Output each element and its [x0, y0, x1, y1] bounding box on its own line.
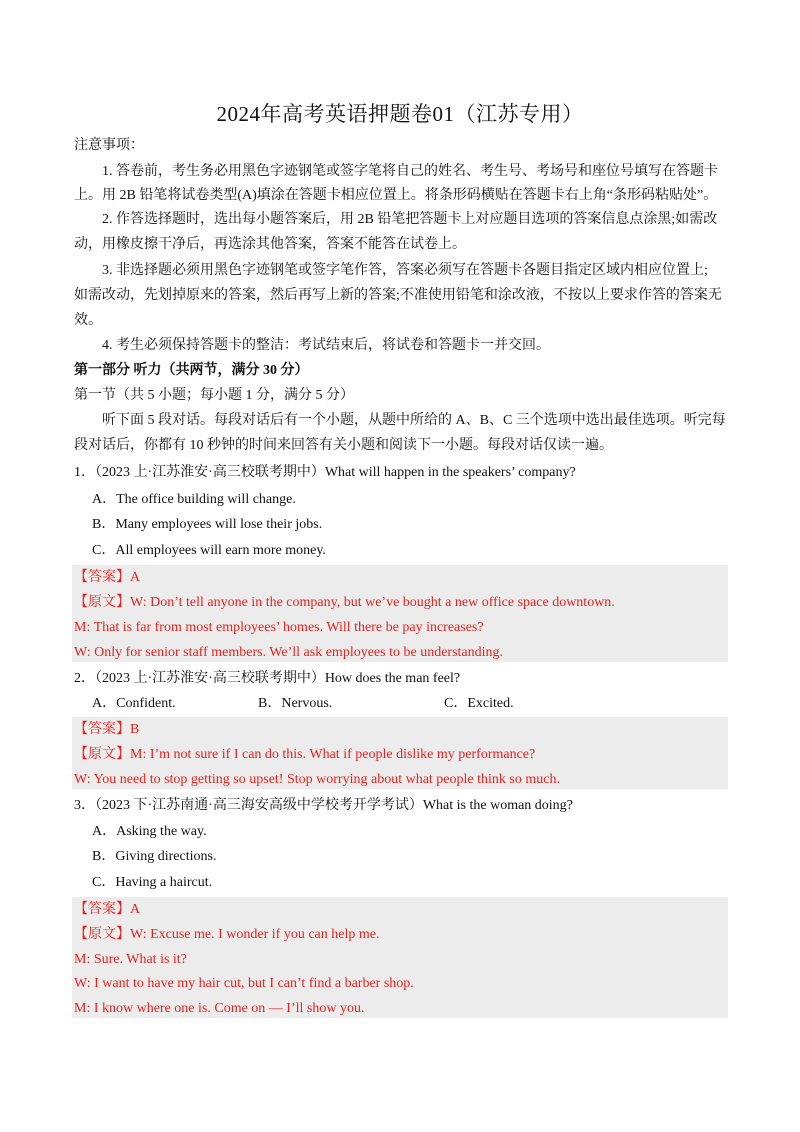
listening-instructions-line-1: 听下面 5 段对话。每段对话后有一个小题，从题中所给的 A、B、C 三个选项中选出最佳选项。听完每: [102, 413, 726, 428]
question-3-option-c: C．Having a haircut.: [92, 875, 213, 890]
notice-item-2-line-2: 动，用橡皮擦干净后，再选涂其他答案，答案不能答在试卷上。: [74, 237, 466, 252]
question-2-script-line-2: W: You need to stop getting so upset! Stop worrying about what people think so much.: [74, 772, 560, 787]
question-1-script-line-1: 【原文】W: Don’t tell anyone in the company, but we’ve bought a new office space downtown.: [74, 595, 615, 610]
notice-item-3-line-2: 如需改动，先划掉原来的答案，然后再写上新的答案;不准使用铅笔和涂改液，不按以上要求作答的答案无: [74, 288, 722, 303]
question-2-option-b: B．Nervous.: [258, 696, 333, 711]
part1-heading: 第一部分 听力（共两节，满分 30 分）: [74, 363, 309, 378]
question-1-script-line-3: W: Only for senior staff members. We’ll ask employees to be understanding.: [74, 645, 504, 660]
question-3-script-line-1: 【原文】W: Excuse me. I wonder if you can help me.: [74, 927, 380, 942]
listening-instructions-line-2: 段对话后，你都有 10 秒钟的时间来回答有关小题和阅读下一小题。每段对话仅读一遍。: [74, 438, 613, 453]
question-1-option-b: B．Many employees will lose their jobs.: [92, 517, 323, 532]
question-2-answer: 【答案】B: [74, 722, 140, 737]
question-2-option-c: C．Excited.: [444, 696, 514, 711]
question-2-stem: 2．（2023 上·江苏淮安·高三校联考期中）How does the man feel?: [74, 671, 461, 686]
notice-item-3-line-1: 3. 非选择题必须用黑色字迹钢笔或签字笔作答，答案必须写在答题卡各题目指定区域内相应位置上;: [102, 263, 708, 278]
notice-item-1-line-1: 1. 答卷前，考生务必用黑色字迹钢笔或签字笔将自己的姓名、考生号、考场号和座位号填写在答题卡: [102, 164, 718, 179]
notice-item-1-line-2: 上。用 2B 铅笔将试卷类型(A)填涂在答题卡相应位置上。将条形码横贴在答题卡右上角“条形码粘贴处”。: [74, 188, 718, 203]
question-2-option-a: A．Confident.: [92, 696, 176, 711]
question-3-script-line-3: W: I want to have my hair cut, but I can’t find a barber shop.: [74, 976, 414, 991]
question-1-option-a: A．The office building will change.: [92, 492, 296, 507]
question-3-script-line-4: M: I know where one is. Come on — I’ll show you.: [74, 1001, 365, 1016]
question-3-answer: 【答案】A: [74, 902, 141, 917]
notice-item-3-line-3: 效。: [74, 313, 102, 328]
page-title: 2024年高考英语押题卷01（江苏专用）: [216, 102, 584, 126]
question-3-script-line-2: M: Sure. What is it?: [74, 952, 187, 967]
question-3-option-b: B．Giving directions.: [92, 849, 217, 864]
section1-heading: 第一节（共 5 小题；每小题 1 分，满分 5 分）: [74, 388, 354, 403]
question-1-option-c: C．All employees will earn more money.: [92, 543, 326, 558]
notice-item-2-line-1: 2. 作答选择题时，选出每小题答案后，用 2B 铅笔把答题卡上对应题目选项的答案信息点涂黑;如需改: [102, 212, 718, 227]
question-1-answer: 【答案】A: [74, 570, 141, 585]
question-3-option-a: A．Asking the way.: [92, 824, 207, 839]
question-1-stem: 1．（2023 上·江苏淮安·高三校联考期中）What will happen in the speakers’ company?: [74, 465, 576, 480]
notice-heading: 注意事项：: [74, 138, 144, 153]
question-3-stem: 3．（2023 下·江苏南通·高三海安高级中学校考开学考试）What is the woman doing?: [74, 798, 573, 813]
question-1-script-line-2: M: That is far from most employees’ homes. Will there be pay increases?: [74, 620, 484, 635]
question-2-script-line-1: 【原文】M: I’m not sure if I can do this. What if people dislike my performance?: [74, 747, 536, 762]
notice-item-4: 4. 考生必须保持答题卡的整洁：考试结束后，将试卷和答题卡一并交回。: [102, 338, 550, 353]
